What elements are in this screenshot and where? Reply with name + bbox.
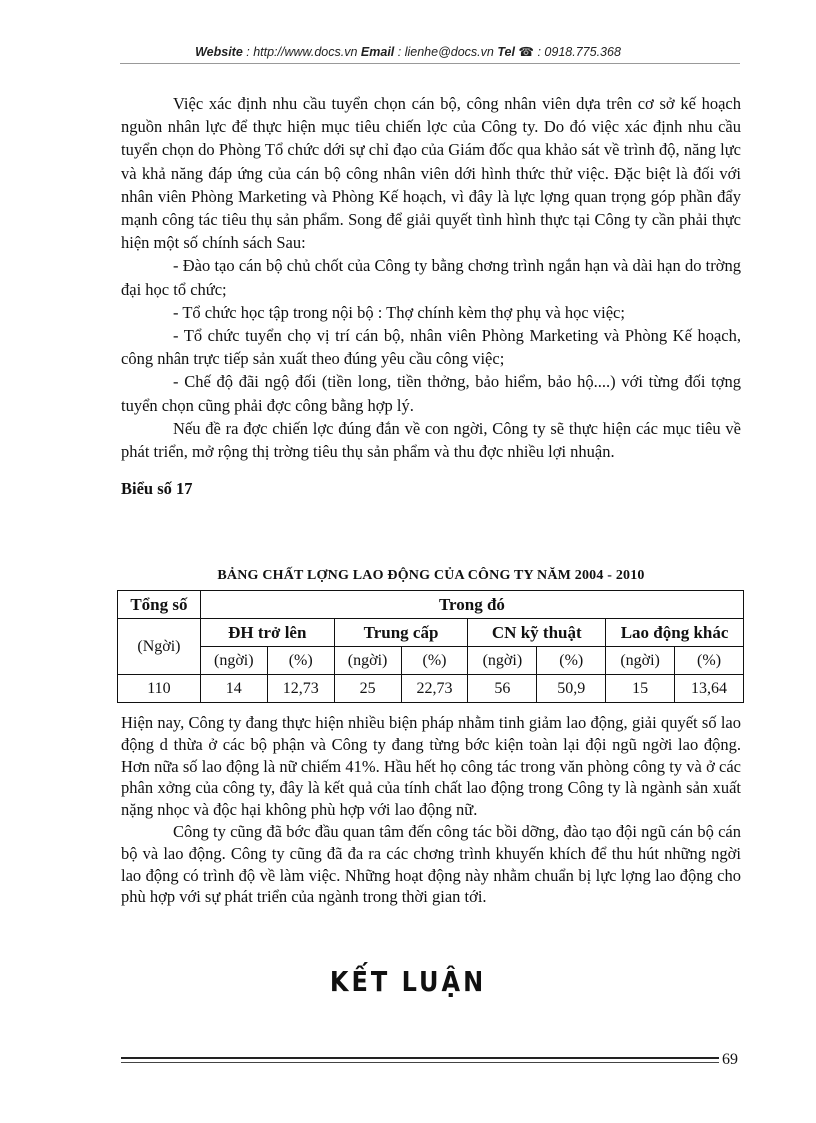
table-row <box>118 675 744 703</box>
table-title: BẢNG CHẤT LỢNG LAO ĐỘNG CỦA CÔNG TY NĂM 2004 - 2010 <box>217 568 645 583</box>
group-header: Trong đó <box>200 591 743 619</box>
conclusion-heading: KẾT LUẬN <box>329 965 487 999</box>
email-value: : lienhe@docs.vn <box>397 45 494 59</box>
table-cell: 14 <box>200 675 267 703</box>
unit-cell: (%) <box>675 647 744 675</box>
website-label: Website <box>195 45 243 59</box>
header-divider <box>120 63 740 64</box>
column-header: ĐH trở lên <box>200 619 334 647</box>
table-cell: 50,9 <box>537 675 606 703</box>
footer-divider-thin <box>121 1062 719 1063</box>
labor-quality-table <box>117 590 744 703</box>
unit-cell: (ngời) <box>334 647 401 675</box>
bullet-item: - Đào tạo cán bộ chủ chốt của Công ty bằng chơng trình ngắn hạn và dài hạn do trờng đại học tổ chức; <box>121 256 741 299</box>
table-cell: 110 <box>118 675 201 703</box>
table-cell: 22,73 <box>401 675 468 703</box>
paragraph: Công ty cũng đã bớc đầu quan tâm đến công tác bồi dỡng, đào tạo đội ngũ cán bộ cán bộ và lao động. Công ty cũng đã đa ra các chơng trình khuyến khích để thu hút những ngời lao động có trình độ về làm việc. Những hoạt động này nhằm chuẩn bị lực lợng lao động cho phù hợp với sự phát triển của ngành trong thời gian tới. <box>121 821 741 907</box>
unit-cell: (ngời) <box>606 647 675 675</box>
unit-cell: (%) <box>401 647 468 675</box>
column-header: Trung cấp <box>334 619 468 647</box>
table-cell: 12,73 <box>267 675 334 703</box>
total-header: Tổng số <box>118 591 201 619</box>
total-unit: (Ngời) <box>118 619 201 675</box>
page-number: 69 <box>722 1051 738 1068</box>
column-header: CN kỹ thuật <box>468 619 606 647</box>
table-cell: 56 <box>468 675 537 703</box>
paragraph: Hiện nay, Công ty đang thực hiện nhiều biện pháp nhằm tinh giảm lao động, giải quyết số lao động d thừa ở các bộ phận và Công ty đang từng bớc kiện toàn lại đội ngũ ngời lao động. Hơn nữa số lao động là nữ chiếm 41%. Hầu hết họ công tác trong văn phòng công ty và ở các phân xởng của công ty, đây là kết quả của tính chất lao động trong Công ty là ngành sản xuất nặng nhọc và độc hại không phù hợp với lao động nữ. <box>121 713 741 820</box>
email-label: Email <box>360 45 395 59</box>
unit-cell: (%) <box>267 647 334 675</box>
unit-cell: (ngời) <box>200 647 267 675</box>
tel-value: : 0918.775.368 <box>537 45 621 59</box>
bullet-item: - Tổ chức học tập trong nội bộ : Thợ chính kèm thợ phụ và học việc; <box>173 302 625 322</box>
table-cell: 13,64 <box>675 675 744 703</box>
unit-cell: (ngời) <box>468 647 537 675</box>
lower-text <box>121 712 741 908</box>
table-label: Biểu số 17 <box>121 479 193 499</box>
bullet-item: - Tổ chức tuyển chọ vị trí cán bộ, nhân viên Phòng Marketing và Phòng Kế hoạch, công nhân trực tiếp sản xuất theo đúng yêu cầu công việc; <box>121 326 741 369</box>
table-cell: 15 <box>606 675 675 703</box>
page-header <box>0 44 816 59</box>
bullet-item: - Chế độ đãi ngộ đối (tiền long, tiền thởng, bảo hiểm, bảo hộ....) với từng đối tợng tuyển chọn cũng phải đợc công bằng hợp lý. <box>121 372 741 415</box>
paragraph: Nếu đề ra đợc chiến lợc đúng đắn về con ngời, Công ty sẽ thực hiện các mục tiêu về phát triển, mở rộng thị trờng tiêu thụ sản phẩm và thu đợc nhiều lợi nhuận. <box>121 418 741 462</box>
unit-cell: (%) <box>537 647 606 675</box>
phone-icon: ☎ <box>518 45 534 59</box>
column-header: Lao động khác <box>606 619 744 647</box>
body-text <box>121 92 741 500</box>
website-value: : http://www.docs.vn <box>246 45 358 59</box>
paragraph: Việc xác định nhu cầu tuyển chọn cán bộ, công nhân viên dựa trên cơ sở kế hoạch nguồn nhân lực để thực hiện mục tiêu chiến lợc của Công ty. Do đó việc xác định nhu cầu tuyển chọn do Phòng Tổ chức dới sự chỉ đạo của Giám đốc qua khảo sát về trình độ, năng lực và khả năng đáp ứng của cán bộ công nhân viên dới hình thức thử việc. Đặc biệt là đối với nhân viên Phòng Marketing và Phòng Kế hoạch, vì đây là lực lợng quan trọng góp phần đẩy mạnh công tác tiêu thụ sản phẩm. Song để giải quyết tình hình thực tại Công ty cần phải thực hiện một số chính sách Sau: <box>121 94 741 253</box>
footer-divider <box>121 1057 719 1059</box>
tel-label: Tel <box>497 45 515 59</box>
table-cell: 25 <box>334 675 401 703</box>
